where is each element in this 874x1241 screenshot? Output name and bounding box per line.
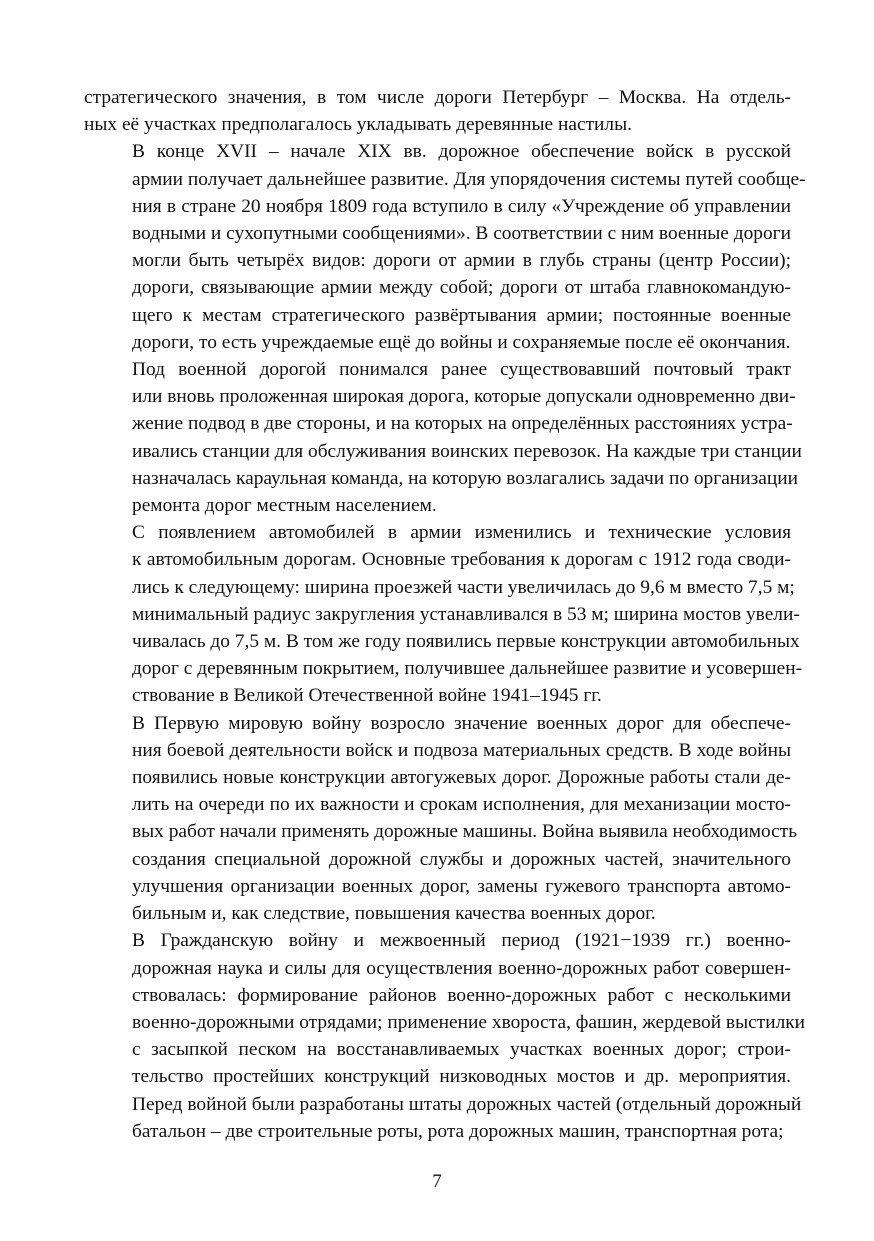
text-line: щего к местам стратегического развёртывания армии; постоянные военные [132, 304, 791, 326]
text-line: ивались станции для обслуживания воинских перевозок. На каждые три станции [132, 440, 802, 462]
text-line: бильным и, как следствие, повышения качества военных дорог. [132, 903, 656, 925]
paragraph [84, 356, 802, 519]
text-line: ния в стране 20 ноября 1809 года вступило в силу «Учреждение об управлении [132, 195, 791, 217]
text-line: ных её участках предполагалось укладывать деревянные настилы. [84, 114, 632, 136]
text-line: С появлением автомобилей в армии изменились и технические условия [132, 522, 791, 544]
text-line: военно-дорожными отрядами; применение хвороста, фашин, жердевой выстилки [132, 1011, 806, 1033]
text-line: создания специальной дорожной службы и дорожных частей, значительного [132, 848, 791, 870]
text-line: дорог с деревянным покрытием, получившее дальнейшее развитие и усовершен- [132, 658, 803, 680]
text-line: чивалась до 7,5 м. В том же году появились первые конструкции автомобильных [132, 631, 800, 653]
text-line: ствование в Великой Отечественной войне 1941–1945 гг. [132, 685, 602, 707]
text-line: армии получает дальнейшее развитие. Для упорядочения системы путей сообще- [132, 168, 806, 190]
text-line: батальон – две строительные роты, рота дорожных машин, транспортная рота; [132, 1120, 784, 1142]
text-line: В конце XVII – начале XIX вв. дорожное обеспечение войск в русской [132, 141, 791, 163]
text-line: улучшения организации военных дорог, замены гужевого транспорта автомо- [132, 875, 791, 897]
text-line: В Первую мировую войну возросло значение военных дорог для обеспече- [132, 712, 791, 734]
paragraph [84, 710, 798, 928]
text-line: лить на очереди по их важности и срокам исполнения, для механизации мосто- [132, 794, 791, 816]
text-line: ствовалась: формирование районов военно-дорожных работ с несколькими [132, 984, 791, 1006]
text-line: дороги, связывающие армии между собой; дороги от штаба главнокомандую- [132, 277, 791, 299]
paragraph [84, 84, 791, 138]
paragraph [84, 519, 803, 709]
text-line: минимальный радиус закругления устанавливался в 53 м; ширина мостов увели- [132, 603, 800, 625]
text-line: дороги, то есть учреждаемые ещё до войны и сохраняемые после её окончания. [132, 331, 791, 353]
paragraph [84, 927, 806, 1145]
text-line: ремонта дорог местным населением. [132, 495, 437, 517]
paragraph [84, 138, 806, 356]
document-page [84, 84, 806, 1145]
text-line: могли быть четырёх видов: дороги от армии в глубь страны (центр России); [132, 250, 791, 272]
text-line: Перед войной были разработаны штаты дорожных частей (отдельный дорожный [132, 1093, 802, 1115]
document-body [84, 84, 806, 1145]
text-line: к автомобильным дорогам. Основные требования к дорогам с 1912 года своди- [132, 549, 791, 571]
text-line: с засыпкой песком на восстанавливаемых участках военных дорог; строи- [132, 1039, 791, 1061]
text-line: ния боевой деятельности войск и подвоза материальных средств. В ходе войны [132, 739, 791, 761]
text-line: жение подвод в две стороны, и на которых на определённых расстояниях устра- [132, 413, 793, 435]
text-line: В Гражданскую войну и межвоенный период (1921−1939 гг.) военно- [132, 930, 791, 952]
page-number: 7 [432, 1171, 442, 1192]
text-line: тельство простейших конструкций низководных мостов и др. мероприятия. [132, 1066, 791, 1088]
text-line: Под военной дорогой понимался ранее существовавший почтовый тракт [132, 359, 791, 381]
text-line: или вновь проложенная широкая дорога, которые допускали одновременно дви- [132, 386, 796, 408]
text-line: дорожная наука и силы для осуществления военно-дорожных работ совершен- [132, 957, 791, 979]
text-line: водными и сухопутными сообщениями». В соответствии с ним военные дороги [132, 223, 792, 245]
text-line: лись к следующему: ширина проезжей части увеличилась до 9,6 м вместо 7,5 м; [132, 576, 795, 598]
text-line: появились новые конструкции автогужевых дорог. Дорожные работы стали де- [132, 767, 791, 789]
text-line: назначалась караульная команда, на которую возлагались задачи по организации [132, 467, 798, 489]
text-line: стратегического значения, в том числе дороги Петербург – Москва. На отдель- [84, 87, 791, 108]
text-line: вых работ начали применять дорожные машины. Война выявила необходимость [132, 821, 798, 843]
